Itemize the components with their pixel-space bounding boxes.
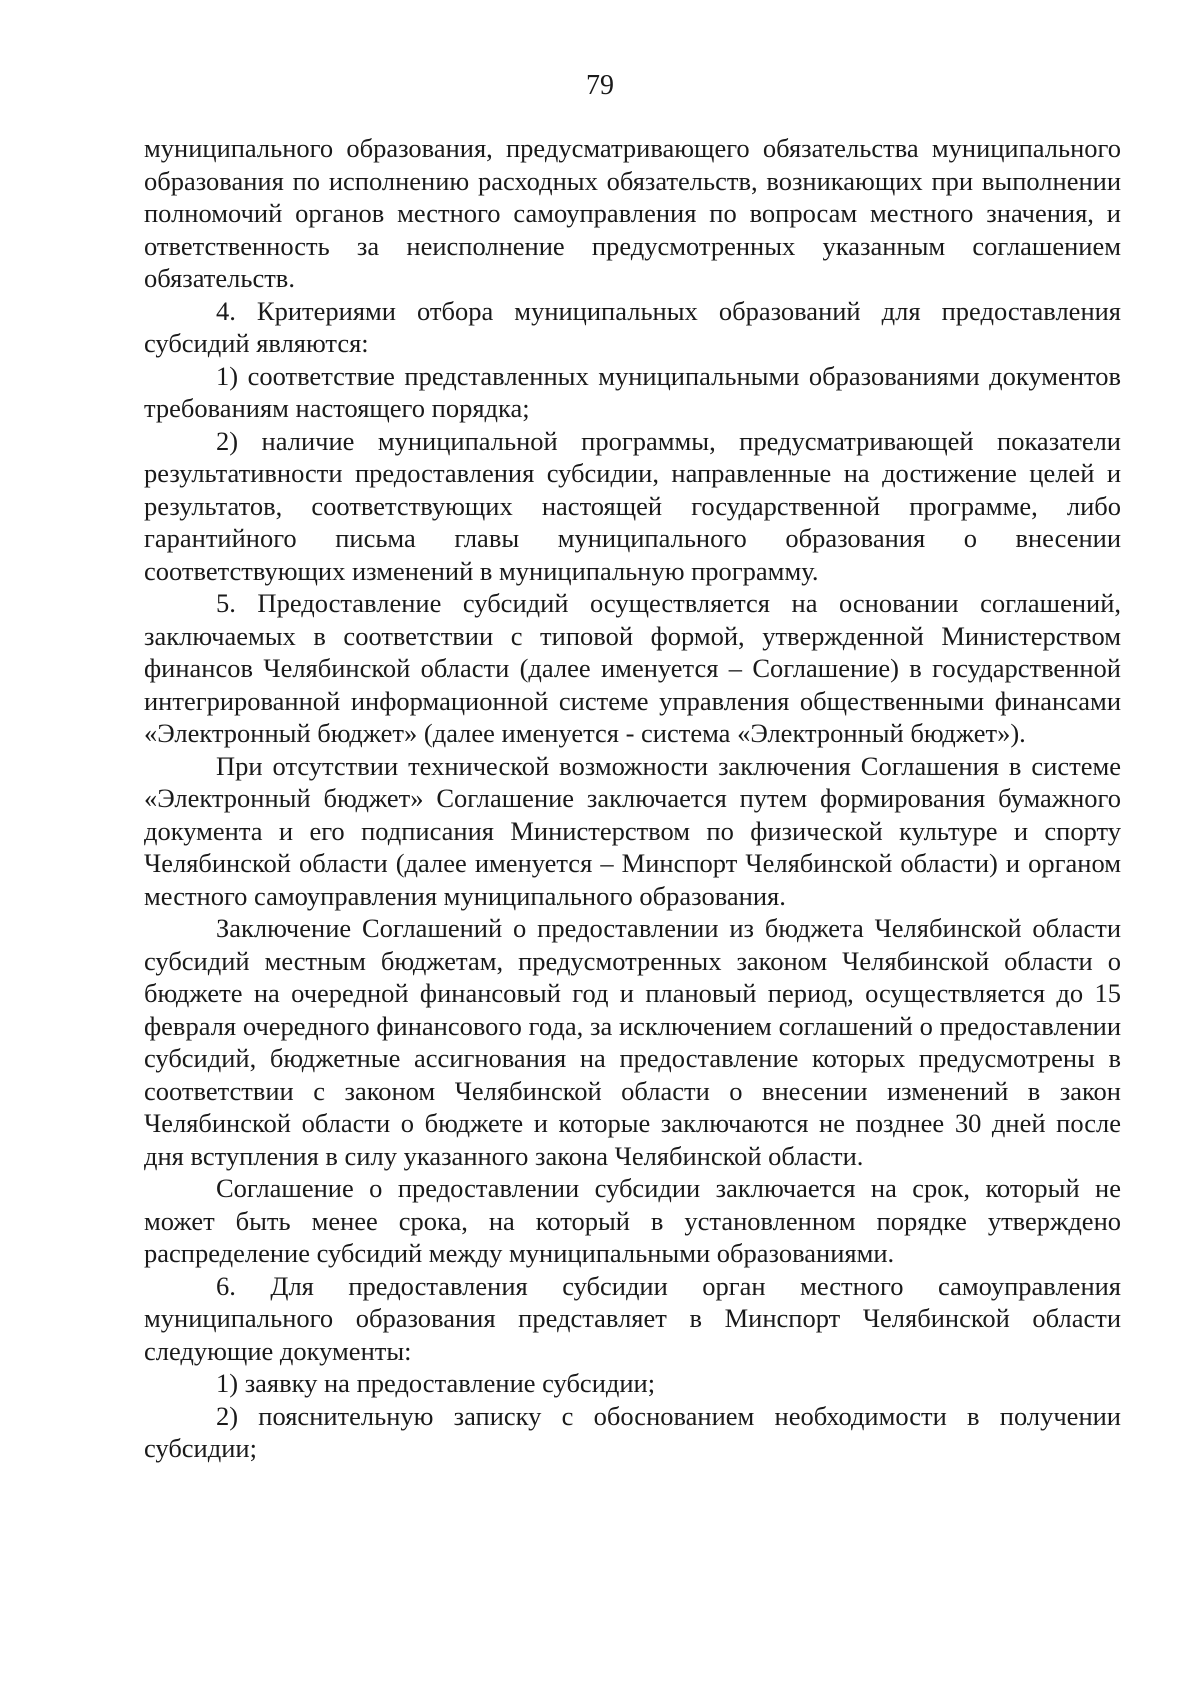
paragraph-agreement-deadline: Заключение Соглашений о предоставлении из бюджета Челябинской области субсидий местным бюджетам, предусмотренных законом Челябинской области о бюджете на очередной финансовый год и плановый период, осуществляется до 15 февраля очередного финансового года, за исключением соглашений о предоставлении субсидий, бюджетные ассигнования на предоставление которых предусмотрены в соответствии с законом Челябинской области о внесении изменений в закон Челябинской области о бюджете и которые заключаются не позднее 30 дней после дня вступления в силу указанного закона Челябинской области. xyxy=(144,913,1121,1171)
paragraph-continuation: муниципального образования, предусматривающего обязательства муниципального образования по исполнению расходных обязательств, возникающих при выполнении полномочий органов местного самоуправления по вопросам местного значения, и ответственность за неисполнение предусмотренных указанным соглашением обязательств. xyxy=(144,133,1121,293)
paragraph-item-6: 6. Для предоставления субсидии орган местного самоуправления муниципального образования представляет в Минспорт Челябинской области следующие документы: xyxy=(144,1270,1121,1366)
paragraph-document-2: 2) пояснительную записку с обоснованием необходимости в получении субсидии; xyxy=(144,1400,1121,1463)
paragraph-item-5: 5. Предоставление субсидий осуществляется на основании соглашений, заключаемых в соответствии с типовой формой, утвержденной Министерством финансов Челябинской области (далее именуется – Соглашение) в государственной интегрированной информационной системе управления общественными финансами «Электронный бюджет» (далее именуется - система «Электронный бюджет»). xyxy=(144,588,1121,748)
paragraph-item-4: 4. Критериями отбора муниципальных образований для предоставления субсидий являются: xyxy=(144,295,1121,358)
paragraph-document-1: 1) заявку на предоставление субсидии; xyxy=(216,1368,656,1398)
page-number: 79 xyxy=(586,70,614,101)
paragraph-criterion-2: 2) наличие муниципальной программы, предусматривающей показатели результативности предоставления субсидии, направленные на достижение целей и результатов, соответствующих настоящей государственной программе, либо гарантийного письма главы муниципального образования о внесении соответствующих изменений в муниципальную программу. xyxy=(144,425,1121,586)
paragraph-criterion-1: 1) соответствие представленных муниципальными образованиями документов требованиям настоящего порядка; xyxy=(144,360,1121,423)
document-body xyxy=(144,132,1121,1465)
paragraph-agreement-term: Соглашение о предоставлении субсидии заключается на срок, который не может быть менее срока, на который в установленном порядке утверждено распределение субсидий между муниципальными образованиями. xyxy=(144,1173,1121,1268)
paragraph-paper-agreement: При отсутствии технической возможности заключения Соглашения в системе «Электронный бюджет» Соглашение заключается путем формирования бумажного документа и его подписания Министерством по физической культуре и спорту Челябинской области (далее именуется – Минспорт Челябинской области) и органом местного самоуправления муниципального образования. xyxy=(144,750,1121,911)
